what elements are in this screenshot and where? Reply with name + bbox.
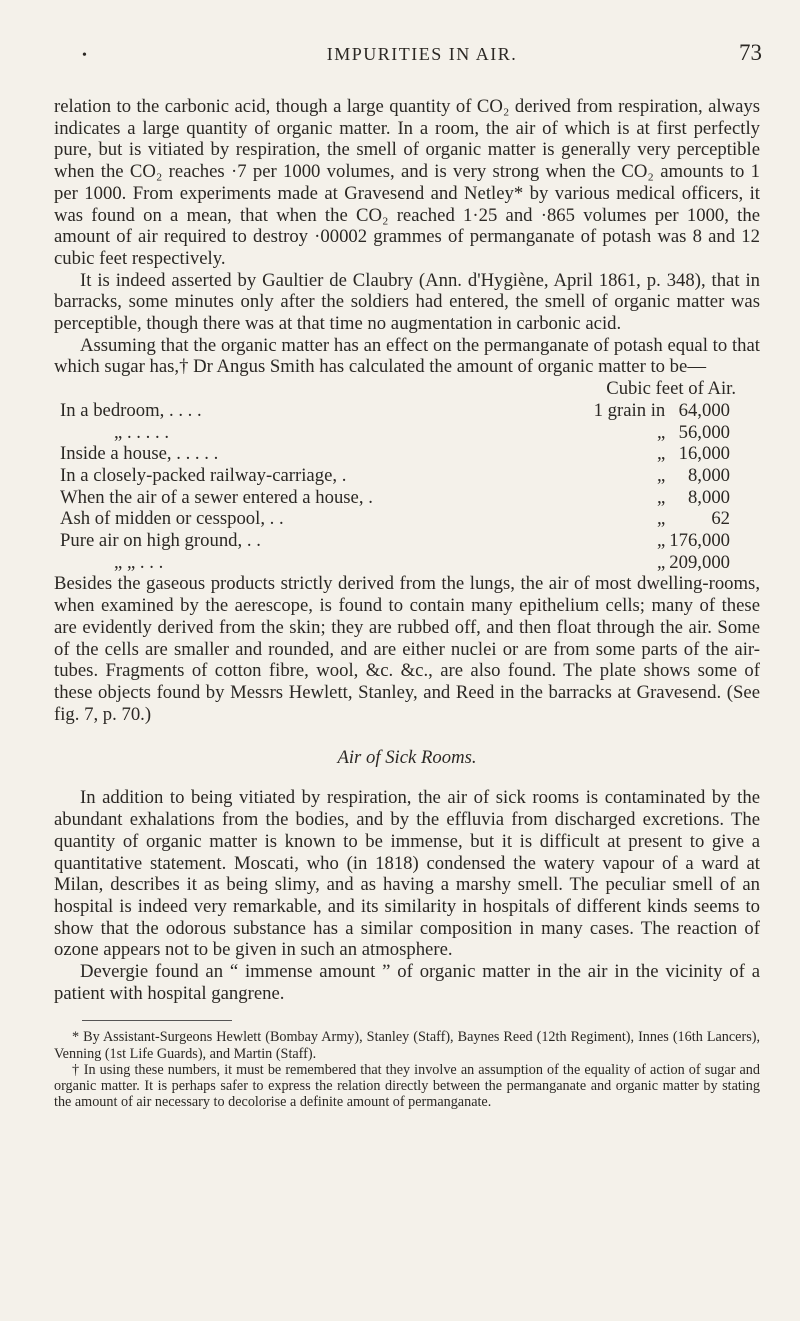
row-amount: 62 [711,508,730,530]
paragraph: Assuming that the organic matter has an effect on the permanganate of potash equal to that which sugar has,† Dr Angus Smith has calculated the amount of organic matter to be— [54,334,760,378]
paragraph: In addition to being vitiated by respiration, the air of sick rooms is contaminated by the abundant exhalations from the bodies, and by the effluvia from discharged excretions. The quantity of organic matter is known to be immense, but it is difficult at present to give a quantitative statement. Moscati, who (in 1818) condensed the watery vapour of a ward at Milan, describes it as being slimy, and as having a marshy smell. The peculiar smell of an hospital is indeed very remarkable, and its similarity in hospitals of different kinds seems to show that the odorous substance has a similar composition in many cases. The reaction of ozone appears not to be given in such an atmosphere. [54,787,760,961]
row-unit: „ [656,530,666,552]
row-amount: 8,000 [687,464,730,486]
row-unit: „ [656,443,666,465]
table-row [54,552,760,574]
row-label: „ „ . . . [114,551,164,573]
paragraph: It is indeed asserted by Gaultier de Claubry (Ann. d'Hygiène, April 1861, p. 348), that in barracks, some minutes only after the soldiers had entered, the smell of organic matter was perceptible, though there was at that time no augmentation in carbonic acid. [54,269,760,335]
footnote: * By Assistant-Surgeons Hewlett (Bombay Army), Stanley (Staff), Baynes Reed (12th Regiment), Innes (16th Lancers), Venning (1st Life Guards), and Martin (Staff). [54,1029,760,1062]
row-label: Inside a house, . . . . . [60,443,219,465]
row-amount: 8,000 [687,486,730,508]
table-row [54,530,760,552]
paragraph: Besides the gaseous products strictly derived from the lungs, the air of most dwelling-rooms, when examined by the aerescope, is found to contain many epithelium cells; many of these are evidently derived from the skin; they are rubbed off, and then float through the air. Some of the cells are smaller and rounded, and are either nuclei or are from some parts of the air-tubes. Fragments of cotton fibre, wool, &c. &c., are also found. The plate shows some of these objects found by Messrs Hewlett, Stanley, and Reed in the barracks at Gravesend. (See fig. 7, p. 70.) [54,573,760,725]
row-amount: 64,000 [678,399,730,421]
running-title: IMPURITIES IN AIR. [326,44,518,64]
page-body [54,96,760,1110]
row-label: In a closely-packed railway-carriage, . [60,464,347,486]
table-row [54,400,760,422]
footnote: † In using these numbers, it must be remembered that they involve an assumption of the equality of action of sugar and organic matter. It is perhaps safer to express the relation directly between the permanganate and organic matter by stating the amount of air necessary to decolorise a definite amount of permanganate. [54,1061,760,1111]
paragraph: relation to the carbonic acid, though a large quantity of CO₂ derived from respiration, always indicates a large quantity of organic matter. In a room, the air of which is at first perfectly pure, but is vitiated by respiration, the smell of organic matter is generally very perceptible when the CO₂ reaches ·7 per 1000 volumes, and is very strong when the CO₂ amounts to 1 per 1000. From experiments made at Gravesend and Netley* by various medical officers, it was found on a mean, that when the CO₂ reached 1·25 and ·865 volumes per 1000, the amount of air required to destroy ·00002 grammes of permanganate of potash was 8 and 12 cubic feet respectively. [54,96,760,269]
table-row [54,508,760,530]
organic-matter-table [54,400,760,574]
row-amount: 56,000 [678,421,730,443]
table-row [54,465,760,487]
row-label: When the air of a sewer entered a house, . [60,486,373,508]
table-row [54,422,760,444]
table-row [54,443,760,465]
header-bullet: • [82,48,87,63]
table-row [54,487,760,509]
page-number: 73 [739,40,762,65]
section-title: Air of Sick Rooms. [337,747,477,769]
row-unit: „ [656,486,666,508]
row-amount: 16,000 [678,443,730,465]
table-column-header: Cubic feet of Air. [606,378,736,400]
row-label: „ . . . . . [114,421,170,443]
footnote-divider [82,1020,232,1021]
row-amount: 176,000 [669,530,730,552]
row-label: Ash of midden or cesspool, . . [60,508,284,530]
row-label: Pure air on high ground, . . [60,530,261,552]
row-unit: „ [656,551,666,573]
row-unit: „ [656,421,666,443]
row-unit: 1 grain in [593,399,666,421]
row-amount: 209,000 [669,551,730,573]
running-header [82,40,762,74]
row-unit: „ [656,464,666,486]
row-unit: „ [656,508,666,530]
paragraph: Devergie found an “ immense amount ” of organic matter in the air in the vicinity of a patient with hospital gangrene. [54,961,760,1004]
row-label: In a bedroom, . . . . [60,399,202,421]
